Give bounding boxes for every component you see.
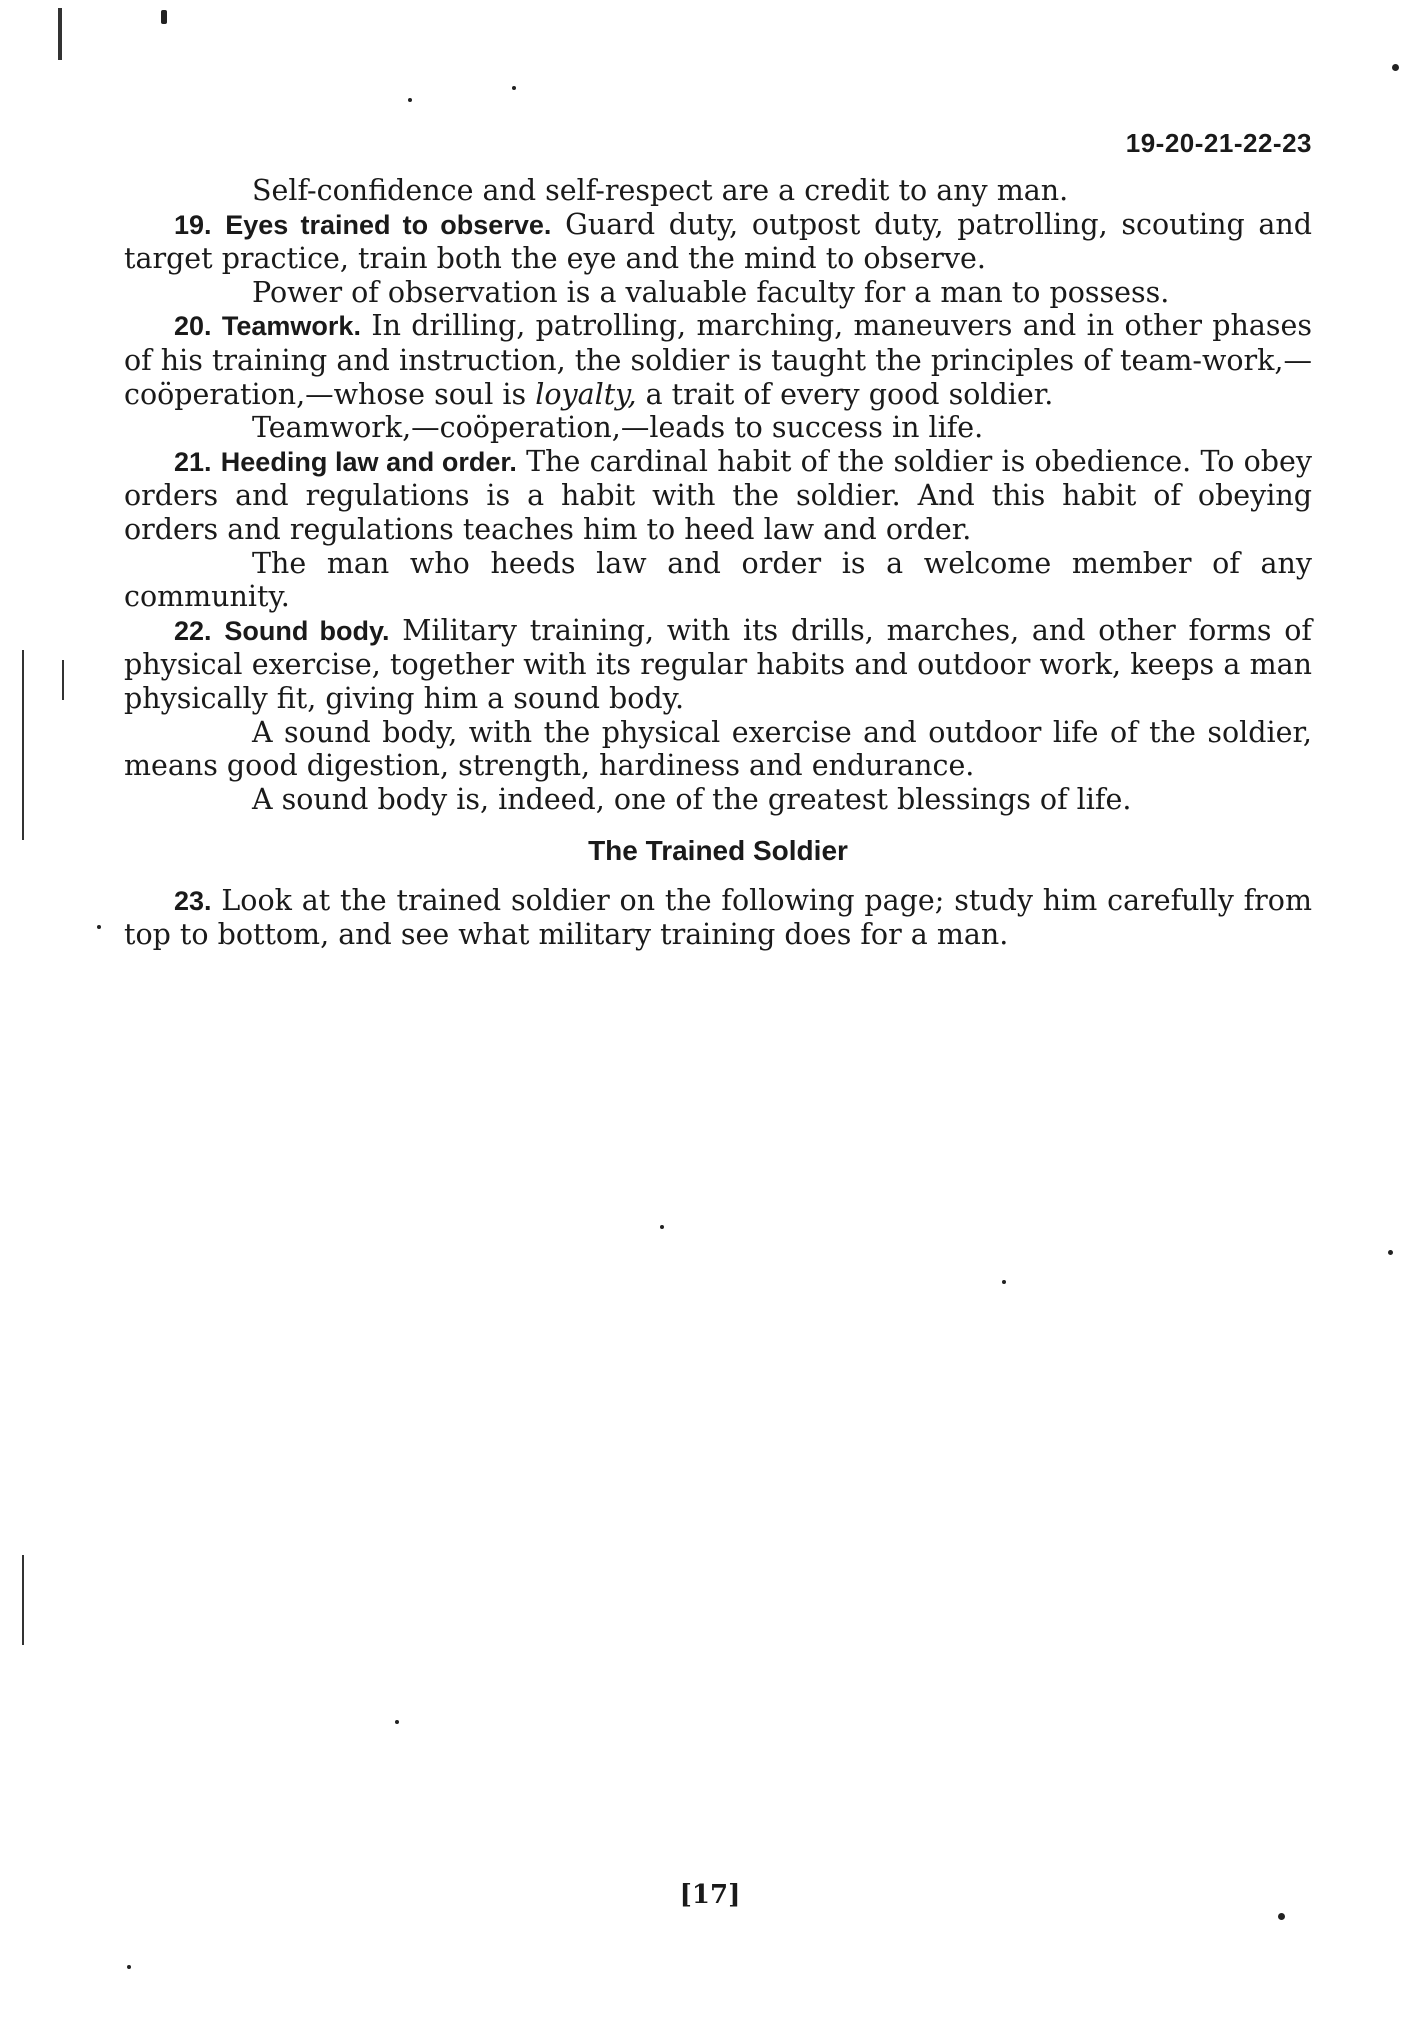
paragraph-22-note-b: A sound body is, indeed, one of the greatest blessings of life.: [252, 782, 1132, 816]
scan-mark: [22, 1555, 24, 1645]
paragraph-21: [124, 445, 1312, 547]
paragraph-22-note-a: A sound body, with the physical exercise and outdoor life of the soldier, means good digestion, strength, hardiness and endurance.: [124, 715, 1312, 783]
scan-speck: [1388, 1250, 1393, 1255]
paragraph-text-end: a trait of every good soldier.: [636, 377, 1054, 411]
paragraph-22: [124, 614, 1312, 716]
paragraph-19: [124, 208, 1312, 276]
paragraph-23: [124, 884, 1312, 952]
paragraph-21-note: The man who heeds law and order is a welcome member of any community.: [124, 546, 1312, 614]
paragraph-number: 19.: [174, 209, 212, 240]
paragraph-heading: Heeding law and order.: [220, 446, 517, 477]
scan-speck: [1392, 64, 1399, 71]
closing-sentence: Self-confidence and self-respect are a credit to any man.: [252, 174, 1069, 207]
page-number: [17]: [679, 1880, 741, 1910]
scan-speck: [512, 86, 516, 90]
paragraph-text: Guard duty, outpost duty, patrolling, scouting and target practice, train both the eye and the mind to observe.: [124, 207, 1313, 276]
page-section-reference: 19-20-21-22-23: [1125, 128, 1312, 158]
scan-speck: [660, 1225, 664, 1229]
paragraph-heading: Sound body.: [224, 615, 390, 646]
scan-mark: [22, 650, 24, 840]
paragraph-number: 20.: [174, 311, 212, 342]
paragraph-number: 23.: [174, 885, 212, 916]
paragraph-number: 22.: [174, 615, 212, 646]
scan-speck: [97, 925, 101, 929]
paragraph-19-note: Power of observation is a valuable faculty for a man to possess.: [252, 275, 1170, 309]
paragraph-text: In drilling, patrolling, marching, maneuvers and in other phases of his training and instruction, the soldier is taught the principles of team-work,—coöperation,—whose soul is: [124, 309, 1312, 411]
body-text: [124, 174, 1312, 952]
scan-speck: [1278, 1913, 1285, 1920]
paragraph-text: The cardinal habit of the soldier is obedience. To obey orders and regulations is a habit with the soldier. And this habit of obeying orders and regulations teaches him to heed law and order.: [124, 444, 1313, 546]
scan-mark: [62, 660, 64, 700]
section-title: The Trained Soldier: [588, 835, 848, 867]
scan-speck: [395, 1720, 399, 1724]
scan-speck: [161, 10, 167, 24]
scan-speck: [1002, 1280, 1006, 1284]
paragraph-number: 21.: [174, 446, 212, 477]
paragraph-text: Military training, with its drills, marches, and other forms of physical exercise, together with its regular habits and outdoor work, keeps a man physically fit, giving him a sound body.: [124, 613, 1312, 715]
scan-speck: [127, 1965, 131, 1969]
scan-mark: [58, 8, 62, 60]
paragraph-text: Look at the trained soldier on the following page; study him carefully from top to bottom, and see what military training does for a man.: [124, 883, 1312, 952]
emphasis-loyalty: loyalty,: [535, 377, 637, 411]
paragraph-20-note: Teamwork,—coöperation,—leads to success in life.: [252, 411, 984, 445]
paragraph-heading: Teamwork.: [221, 311, 361, 342]
scan-speck: [408, 98, 412, 102]
paragraph-20: [124, 309, 1312, 411]
paragraph-heading: Eyes trained to observe.: [225, 209, 552, 240]
